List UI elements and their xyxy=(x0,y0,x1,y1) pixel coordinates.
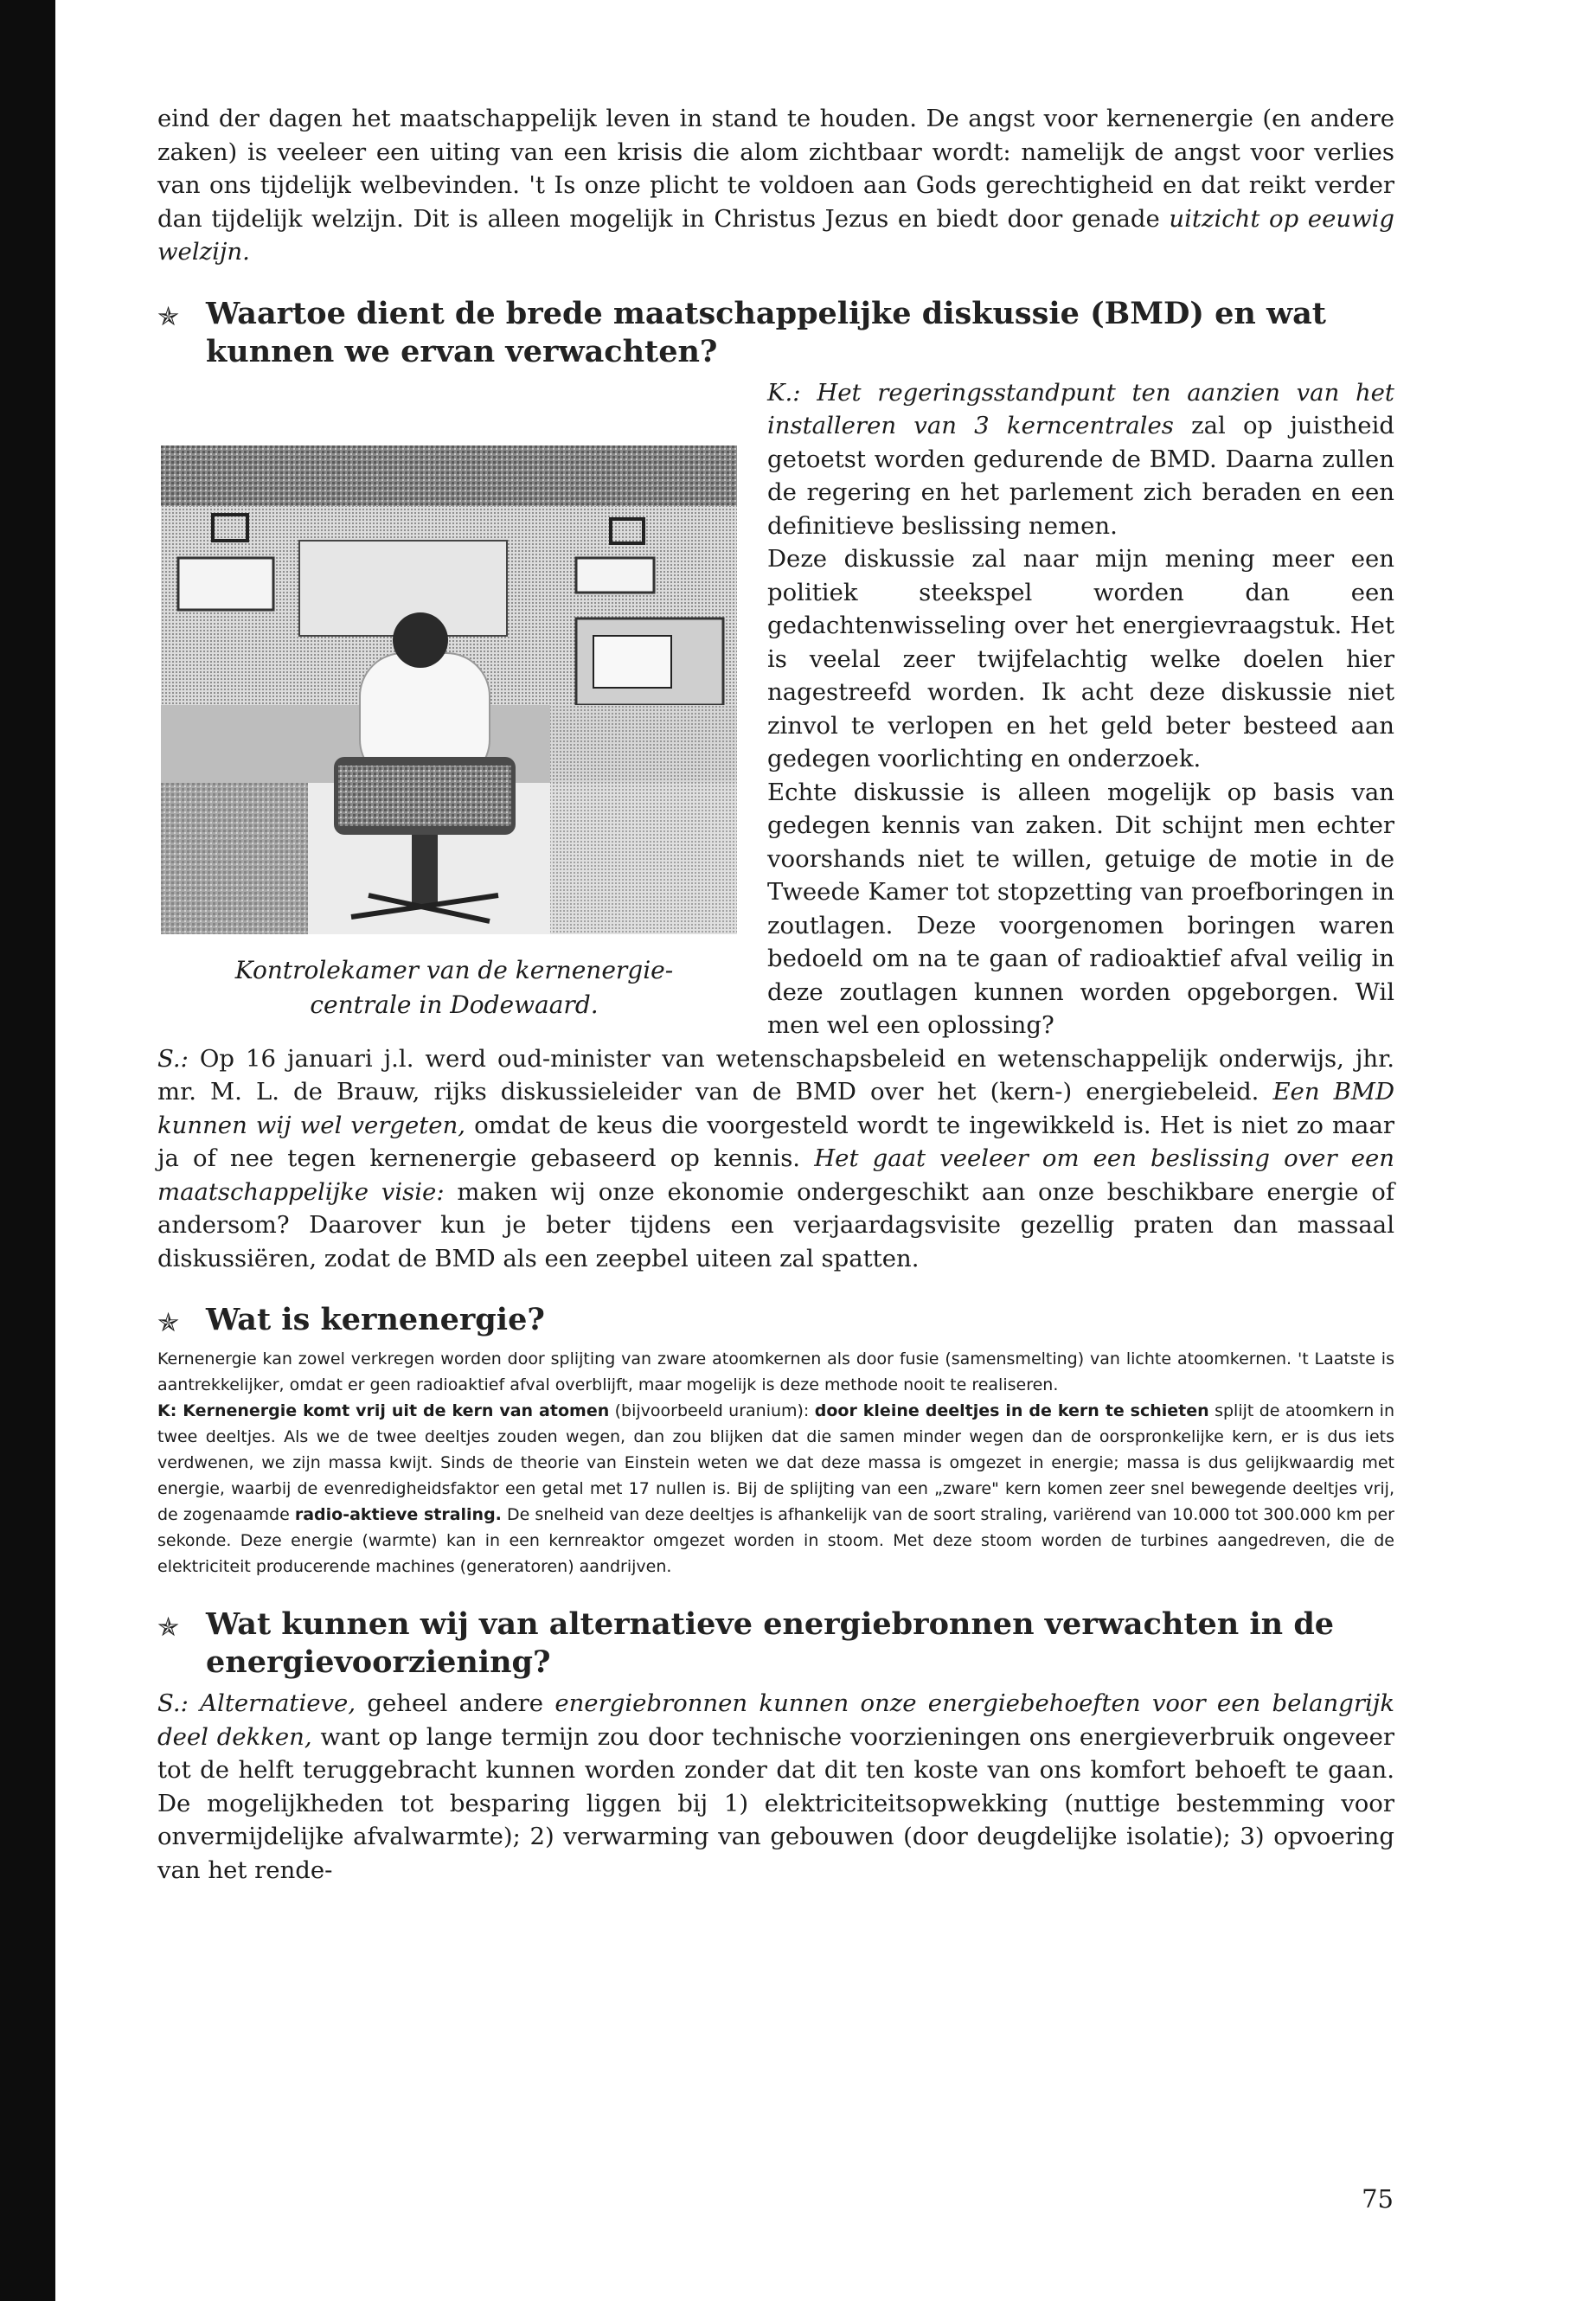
star-icon: ✯ xyxy=(157,301,180,332)
question-title: Wat kunnen wij van alternatieve energiebronnen verwachten in de energievoorziening? xyxy=(206,1606,1335,1680)
star-icon: ✯ xyxy=(157,1308,180,1338)
question-title: Waartoe dient de brede maatschappelijke diskussie (BMD) en wat kunnen we ervan verwachten? xyxy=(206,295,1326,369)
answer-s-paragraph-3: S.: Alternatieve, geheel andere energiebronnen kunnen onze energiebehoeften voor een belangrijk deel dekken, want op lange termijn zou door technische voorzieningen ons energieverbruik ongeveer tot de helft teruggebracht kunnen worden zonder dat dit ten koste van ons komfort behoeft te gaan. De mogelijkheden tot besparing liggen bij 1) elektriciteitsopwekking (nuttige bestemming voor onvermijdelijke afvalwarmte); 2) verwarming van gebouwen (door deugdelijke isolatie); 3) opvoering van het rende- xyxy=(157,1689,1395,1884)
photo-column xyxy=(157,376,751,1022)
answer-k-paragraph-3: Echte diskussie is alleen mogelijk op basis van gedegen kennis van zaken. Dit schijnt men echter voorshands niet te willen, getuige de motie in de Tweede Kamer tot stopzetting van proefboringen in zoutlagen. Deze voorgenomen boringen waren bedoeld om na te gaan of radioaktief afval veilig in deze zoutlagen kunnen worden opgeborgen. Wil men wel een oplossing? xyxy=(767,778,1394,1039)
binding-edge xyxy=(0,0,55,2301)
answer-s-small-paragraph: Kernenergie kan zowel verkregen worden door splijting van zware atoomkernen als door fusie (samensmelting) van lichte atoomkernen. 't Laatste is aantrekkelijker, omdat er geen radioaktief afval overblijft, maar mogelijk is deze methode nooit te realiseren. xyxy=(157,1349,1394,1394)
bmd-section xyxy=(157,376,1394,1042)
answer-s-paragraph-1: S.: Op 16 januari j.l. werd oud-minister van wetenschapsbeleid en wetenschappelijk onderwijs, jhr. mr. M. L. de Brauw, rijks diskussieleider van de BMD over het (kern-) energiebeleid. Een BMD kunnen wij wel vergeten, omdat de keus die voorgesteld wordt te ingewikkeld is. Het is niet zo maar ja of nee tegen kernenergie gebaseerd op kennis. Het gaat veeleer om een beslissing over een maatschappelijke visie: maken wij onze ekonomie ondergeschikt aan onze beschikbare energie of andersom? Daarover kun je beter tijdens een verjaardagsvisite gezellig praten dan massaal diskussiëren, zodat de BMD als een zeepbel uiteen zal spatten. xyxy=(157,1044,1394,1272)
photo-caption: Kontrolekamer van de kernenergie- centrale in Dodewaard. xyxy=(234,955,674,1019)
star-icon: ✯ xyxy=(157,1612,180,1643)
page-number: 75 xyxy=(1362,2184,1394,2214)
question-heading-kernenergie xyxy=(157,1301,1394,1341)
answer-column xyxy=(767,376,1394,1042)
question-heading-bmd xyxy=(157,295,1394,371)
answer-k-small-paragraph: K: Kernenergie komt vrij uit de kern van atomen (bijvoorbeeld uranium): door kleine deeltjes in de kern te schieten splijt de atoomkern in twee deeltjes. Als we de twee deeltjes zouden wegen, dan zou blijken dat die samen minder wegen dan de oorspronkelijke kern, er is dus iets verdwenen, we zijn massa kwijt. Sinds de theorie van Einstein weten we dat deze massa is omgezet in energie; massa is dus gelijkwaardig met energie, waarbij de evenredigheidsfaktor een getal met 17 nullen is. Bij de splijting van een „zware" kern komen zeer snel bewegende deeltjes vrij, de zogenaamde radio-aktieve straling. De snelheid van deze deeltjes is afhankelijk van de soort straling, variërend van 10.000 tot 300.000 km per sekonde. Deze energie (warmte) kan in een kernreaktor omgezet worden in stoom. Met deze stoom worden de turbines aangedreven, die de elektriciteit producerende machines (generatoren) aandrijven. xyxy=(157,1401,1394,1576)
answer-k-paragraph-2: Deze diskussie zal naar mijn mening meer een politiek steekspel worden dan een gedachtenwisseling over het energievraagstuk. Het is veelal zeer twijfelachtig welke doelen hier nagestreefd worden. Ik acht deze diskussie niet zinvol te verlopen en het geld beter besteed aan gedegen voorlichting en onderzoek. xyxy=(767,545,1394,772)
page-content xyxy=(157,102,1394,1887)
intro-paragraph: eind der dagen het maatschappelijk leven in stand te houden. De angst voor kernenergie (en andere zaken) is veeleer een uiting van een krisis die alom zichtbaar wordt: namelijk de angst voor verlies van ons tijdelijk welbevinden. 't Is onze plicht te voldoen aan Gods gerechtigheid en dat reikt verder dan tijdelijk welzijn. Dit is alleen mogelijk in Christus Jezus en biedt door genade uitzicht op eeuwig welzijn. xyxy=(157,105,1394,266)
question-title: Wat is kernenergie? xyxy=(206,1302,545,1337)
question-heading-alternatief xyxy=(157,1606,1394,1682)
control-room-photo xyxy=(161,445,737,934)
answer-k-paragraph-1: K.: Het regeringsstandpunt ten aanzien van het installeren van 3 kerncentrales zal op juistheid getoetst worden gedurende de BMD. Daarna zullen de regering en het parlement zich beraden en een definitieve beslissing nemen. xyxy=(767,378,1394,540)
